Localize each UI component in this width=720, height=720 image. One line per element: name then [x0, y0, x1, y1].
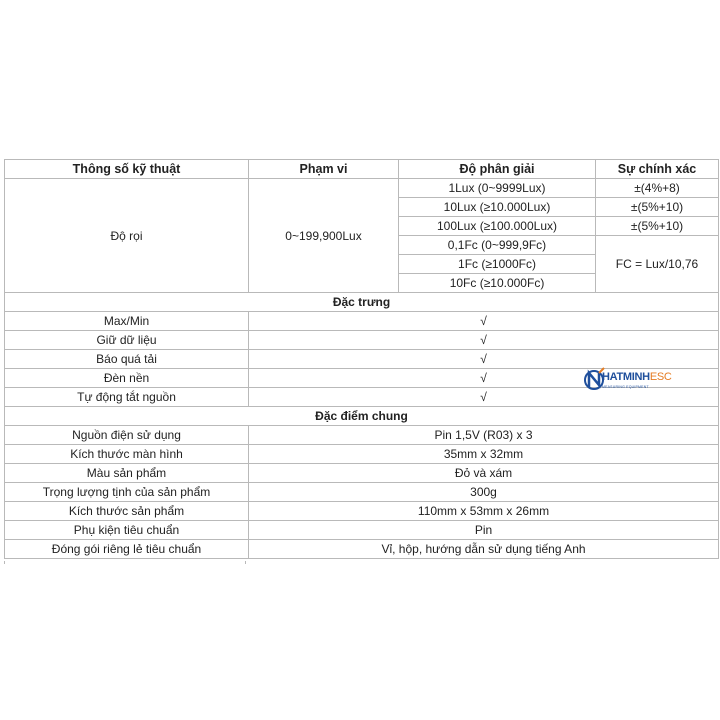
table-row [5, 502, 719, 521]
logo-brand: HATMINH [602, 371, 650, 383]
feature-label: Giữ dữ liệu [5, 331, 249, 350]
table-row [5, 521, 719, 540]
accuracy-cell: ±(4%+8) [596, 179, 719, 198]
table-row [5, 331, 719, 350]
logo-wordmark [602, 371, 672, 383]
general-value: 110mm x 53mm x 26mm [249, 502, 719, 521]
table-row [5, 464, 719, 483]
feature-label: Max/Min [5, 312, 249, 331]
accuracy-cell: ±(5%+10) [596, 217, 719, 236]
brand-logo [584, 365, 694, 399]
spec-sheet [4, 159, 718, 559]
resolution-cell: 1Fc (≥1000Fc) [399, 255, 596, 274]
header-row [5, 160, 719, 179]
table-row [5, 483, 719, 502]
checkmark-icon: √ [249, 312, 719, 331]
checkmark-icon: √ [249, 388, 719, 407]
table-row [5, 540, 719, 559]
feature-label: Đèn nền [5, 369, 249, 388]
table-row [5, 445, 719, 464]
illuminance-label: Độ rọi [5, 179, 249, 293]
feature-label: Báo quá tải [5, 350, 249, 369]
general-label: Đóng gói riêng lẻ tiêu chuẩn [5, 540, 249, 559]
header-spec: Thông số kỹ thuật [5, 160, 249, 179]
general-label: Kích thước sản phẩm [5, 502, 249, 521]
section-title-general: Đặc điểm chung [5, 407, 719, 426]
resolution-cell: 100Lux (≥100.000Lux) [399, 217, 596, 236]
illuminance-range: 0~199,900Lux [249, 179, 399, 293]
logo-suffix: ESC [649, 371, 672, 383]
resolution-cell: 1Lux (0~9999Lux) [399, 179, 596, 198]
header-resolution: Độ phân giải [399, 160, 596, 179]
table-row [5, 426, 719, 445]
general-label: Phụ kiện tiêu chuẩn [5, 521, 249, 540]
spec-table [4, 159, 719, 559]
general-label: Trọng lượng tịnh của sản phẩm [5, 483, 249, 502]
section-row-features [5, 293, 719, 312]
general-value: Đỏ và xám [249, 464, 719, 483]
general-label: Nguồn điện sử dụng [5, 426, 249, 445]
table-cutoff-edge [4, 561, 719, 564]
resolution-cell: 10Lux (≥10.000Lux) [399, 198, 596, 217]
checkmark-icon: √ [249, 369, 719, 388]
general-value: Pin 1,5V (R03) x 3 [249, 426, 719, 445]
table-row [5, 179, 719, 198]
section-title-features: Đặc trưng [5, 293, 719, 312]
accuracy-cell: ±(5%+10) [596, 198, 719, 217]
header-accuracy: Sự chính xác [596, 160, 719, 179]
checkmark-icon: √ [249, 331, 719, 350]
table-row [5, 312, 719, 331]
general-value: 300g [249, 483, 719, 502]
general-value: Pin [249, 521, 719, 540]
feature-label: Tự động tắt nguồn [5, 388, 249, 407]
general-label: Màu sản phẩm [5, 464, 249, 483]
section-row-general [5, 407, 719, 426]
fc-conversion-note: FC = Lux/10,76 [596, 236, 719, 293]
general-label: Kích thước màn hình [5, 445, 249, 464]
general-value: 35mm x 32mm [249, 445, 719, 464]
checkmark-icon: √ [249, 350, 719, 369]
resolution-cell: 0,1Fc (0~999,9Fc) [399, 236, 596, 255]
resolution-cell: 10Fc (≥10.000Fc) [399, 274, 596, 293]
header-range: Phạm vi [249, 160, 399, 179]
general-value: Vỉ, hộp, hướng dẫn sử dụng tiếng Anh [249, 540, 719, 559]
logo-tagline: MEASURING EQUIPMENT [602, 385, 649, 389]
